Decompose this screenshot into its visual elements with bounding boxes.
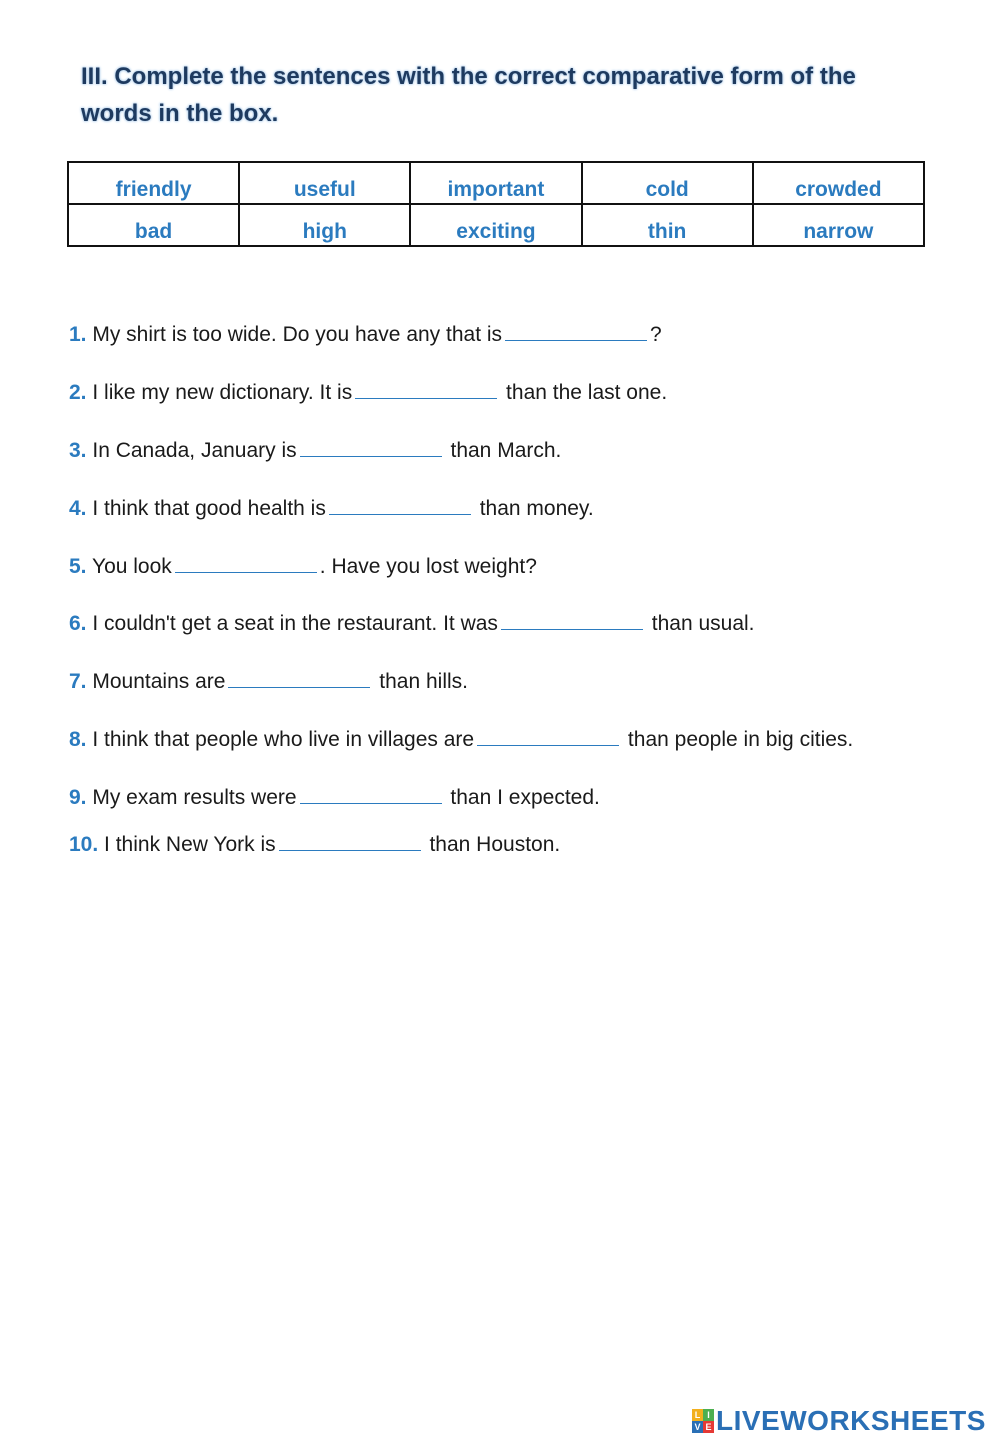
question-text-before: Mountains are [92,670,226,693]
word-cell: thin [582,204,753,246]
question-item [69,725,853,754]
question-text-before: My exam results were [92,786,297,809]
question-text-after: ? [650,323,662,346]
question-text-after: than hills. [373,670,468,693]
question-text-before: You look [91,555,172,578]
question-number: 3. [69,439,87,462]
word-box-row [68,162,924,204]
instruction-line-1: III. Complete the sentences with the correct comparative form of the [81,63,856,90]
question-number: 1. [69,323,87,346]
word-cell: bad [68,204,239,246]
answer-blank[interactable] [329,494,471,515]
question-item [69,320,662,349]
question-text-after: than I expected. [444,786,600,809]
question-text-before: I think that people who live in villages are [92,728,475,751]
question-number: 8. [69,728,87,751]
word-cell: cold [582,162,753,204]
word-cell: narrow [753,204,924,246]
question-number: 6. [69,612,87,635]
answer-blank[interactable] [228,667,370,688]
question-number: 2. [69,381,87,404]
answer-blank[interactable] [477,725,619,746]
instruction-heading [81,58,951,132]
question-text-after: than people in big cities. [622,728,854,751]
question-number: 7. [69,670,87,693]
answer-blank[interactable] [505,320,647,341]
question-number: 10. [69,833,99,856]
question-text-before: I like my new dictionary. It is [92,381,353,404]
question-item [69,783,600,812]
word-cell: friendly [68,162,239,204]
question-item [69,378,667,407]
question-text-before: My shirt is too wide. Do you have any that is [92,323,503,346]
word-cell: high [239,204,410,246]
word-cell: exciting [410,204,581,246]
logo-text: LIVEWORKSHEETS [716,1405,986,1436]
liveworksheets-logo-icon [692,1409,714,1433]
question-item [69,830,560,859]
question-item [69,609,755,638]
logo-mark-letter: L [692,1409,703,1421]
question-item [69,667,468,696]
word-box-row [68,204,924,246]
question-text-after: than Houston. [423,833,561,856]
question-number: 9. [69,786,87,809]
question-number: 4. [69,497,87,520]
logo-mark-letter: V [692,1421,703,1433]
answer-blank[interactable] [175,552,317,573]
instruction-line-2: words in the box. [81,100,279,127]
question-text-after: than March. [444,439,562,462]
question-item [69,494,594,523]
word-box [67,161,925,247]
question-text-before: In Canada, January is [92,439,297,462]
question-item [69,436,561,465]
question-number: 5. [69,555,87,578]
question-text-after: than the last one. [500,381,668,404]
question-text-after: than usual. [645,612,755,635]
answer-blank[interactable] [501,609,643,630]
question-text-before: I think New York is [104,833,276,856]
question-text-before: I couldn't get a seat in the restaurant. It was [92,612,498,635]
question-text-after: than money. [473,497,594,520]
logo-mark-letter: E [703,1421,714,1433]
logo-mark-letter: I [703,1409,714,1421]
word-cell: important [410,162,581,204]
answer-blank[interactable] [300,783,442,804]
word-cell: useful [239,162,410,204]
answer-blank[interactable] [355,378,497,399]
question-text-after: . Have you lost weight? [319,555,537,578]
question-text-before: I think that good health is [92,497,326,520]
word-cell: crowded [753,162,924,204]
answer-blank[interactable] [300,436,442,457]
question-item [69,552,537,581]
liveworksheets-logo [692,1406,986,1436]
answer-blank[interactable] [279,830,421,851]
